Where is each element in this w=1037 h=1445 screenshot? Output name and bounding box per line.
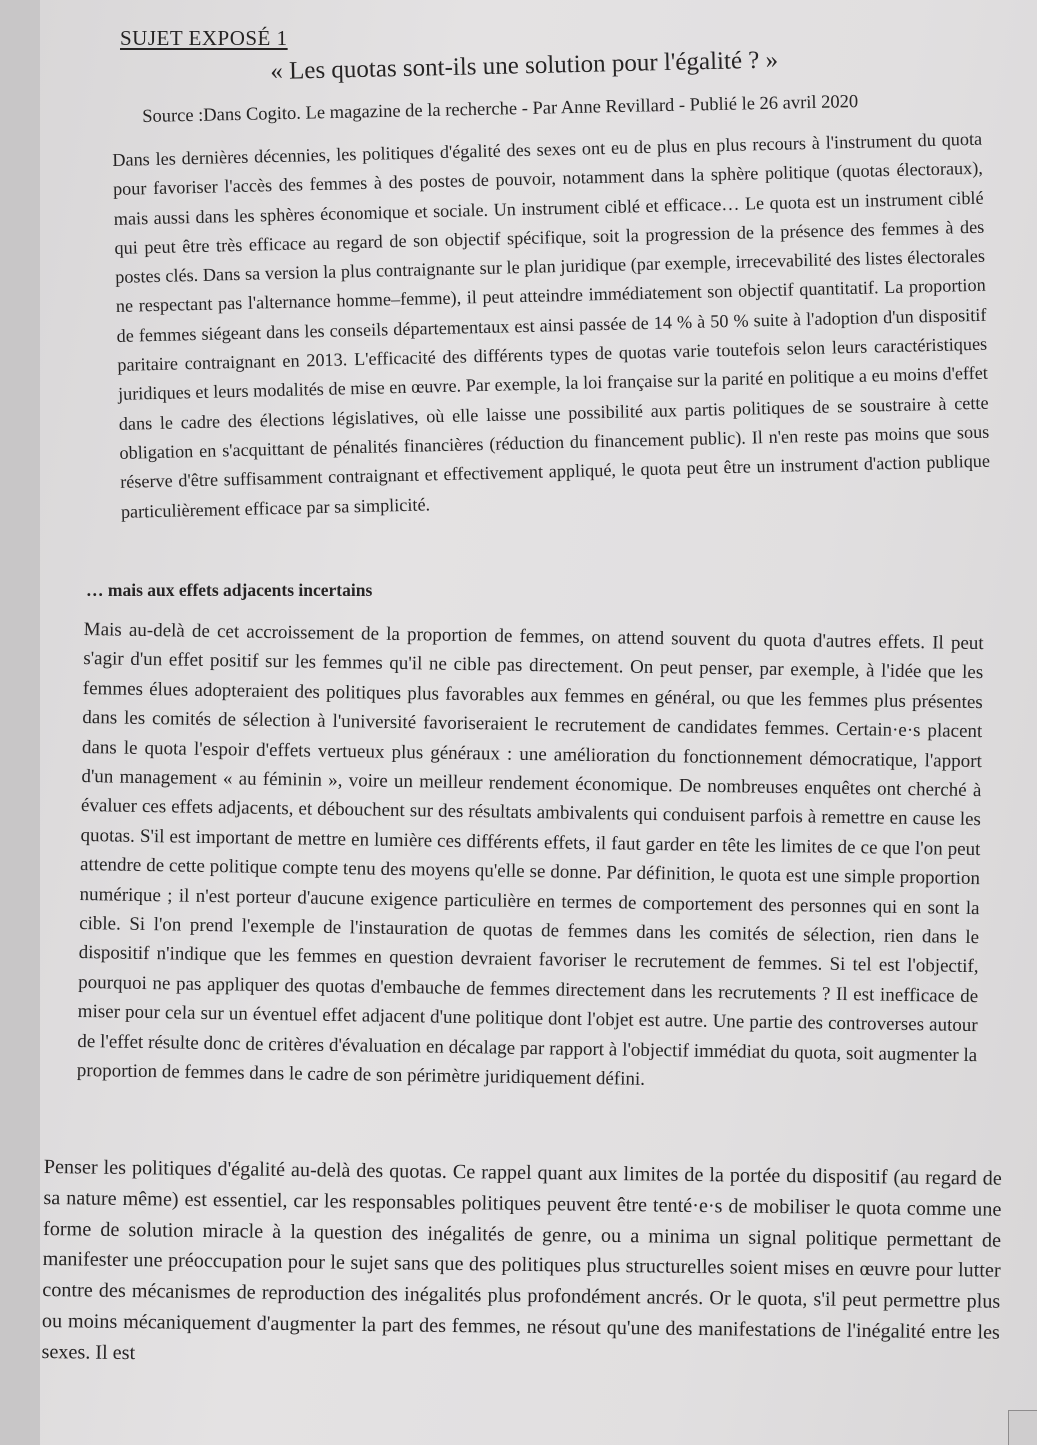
paragraph-adjacent-effects: Mais au-delà de cet accroissement de la proportion de femmes, on attend souvent du quota d'autres effets. Il peut s'agir d'un effet positif sur les femmes qu'il ne cible pas directement. On peut penser, par exemple, à l'idée que les femmes élues adopteraient des politiques plus favorables aux femmes en général, ou que les femmes plus présentes dans les comités de sélection à l'université favoriseraient le recrutement de candidates femmes. Certain·e·s placent dans le quota l'espoir d'effets vertueux plus généraux : une amélioration du fonctionnement démocratique, l'apport d'un management « au féminin », voire un meilleur rendement économique. De nombreuses enquêtes ont cherché à évaluer ces effets adjacents, et débouchent sur des résultats ambivalents qui conduisent parfois à remettre en cause les quotas. S'il est important de mettre en lumière ces différents effets, il faut garder en tête les limites de ce que l'on peut attendre de cette politique compte tenu des moyens qu'elle se donne. Par définition, le quota est une simple proportion numérique ; il n'est porteur d'aucune exigence particulière en termes de comportement des personnes qui en sont la cible. Si l'on prend l'exemple de l'instauration de quotas de femmes dans les comités de sélection, rien dans le dispositif n'indique que les femmes en question devraient favoriser le recrutement de femmes. Si tel est l'objectif, pourquoi ne pas appliquer des quotas d'embauche de femmes directement dans les recrutements ? Il est inefficace de miser pour cela sur un éventuel effet adjacent d'une politique dont l'objet est autre. Une partie des controverses autour de l'effet résulte donc de critères d'évaluation en décalage par rapport à l'objectif immédiat du quota, soit augmenter la proportion de femmes dans le cadre de son périmètre juridiquement défini.	[76, 618, 984, 1090]
document-kicker: SUJET EXPOSÉ 1	[120, 26, 288, 50]
source-line: Source :Dans Cogito. Le magazine de la recherche - Par Anne Revillard - Publié le 26 avril 2020	[142, 92, 859, 127]
section-subheading: … mais aux effets adjacents incertains	[86, 580, 373, 600]
paragraph-intro: Dans les dernières décennies, les politiques d'égalité des sexes ont eu de plus en plus recours à l'instrument du quota pour favoriser l'accès des femmes à des postes de pouvoir, notamment dans la sphère politique (quotas électoraux), mais aussi dans les sphères économique et sociale. Un instrument ciblé et efficace… Le quota est un instrument ciblé qui peut être très efficace au regard de son objectif spécifique, soit la progression de la présence des femmes à des postes clés. Dans sa version la plus contraignante sur le plan juridique (par exemple, irrecevabilité des listes électorales ne respectant pas l'alternance homme–femme), il peut atteindre immédiatement son objectif quantitatif. La proportion de femmes siégeant dans les conseils départementaux est ainsi passée de 14 % à 50 % suite à l'adoption d'un dispositif paritaire contraignant en 2013. L'efficacité des différents types de quotas varie toutefois selon leurs caractéristiques juridiques et leurs modalités de mise en œuvre. Par exemple, la loi française sur la parité en politique a eu moins d'effet dans le cadre des élections législatives, où elle laisse une possibilité aux partis politiques de se soustraire à cette obligation en s'acquittant de pénalités financières (réduction du financement public). Il n'en reste pas moins que sous réserve d'être suffisamment contraignant et effectivement appliqué, le quota peut être un instrument d'action publique particulièrement efficace par sa simplicité.	[112, 128, 991, 522]
paragraph-beyond-quotas: Penser les politiques d'égalité au-delà des quotas. Ce rappel quant aux limites de la portée du dispositif (au regard de sa nature même) est essentiel, car les responsables politiques peuvent être tenté·e·s de mobiliser le quota comme une forme de solution miracle à la question des inégalités de genre, ou a minima un signal politique permettant de manifester une préoccupation pour le sujet sans que des politiques plus structurelles soient mises en œuvre pour lutter contre des mécanismes de reproduction des inégalités plus profondément ancrés. Or le quota, s'il peut permettre plus ou moins mécaniquement d'augmenter la part des femmes, ne résout qu'une des manifestations de l'inégalité entre les sexes. Il est	[41, 1155, 1002, 1364]
document-title: « Les quotas sont-ils une solution pour l'égalité ? »	[270, 46, 779, 85]
